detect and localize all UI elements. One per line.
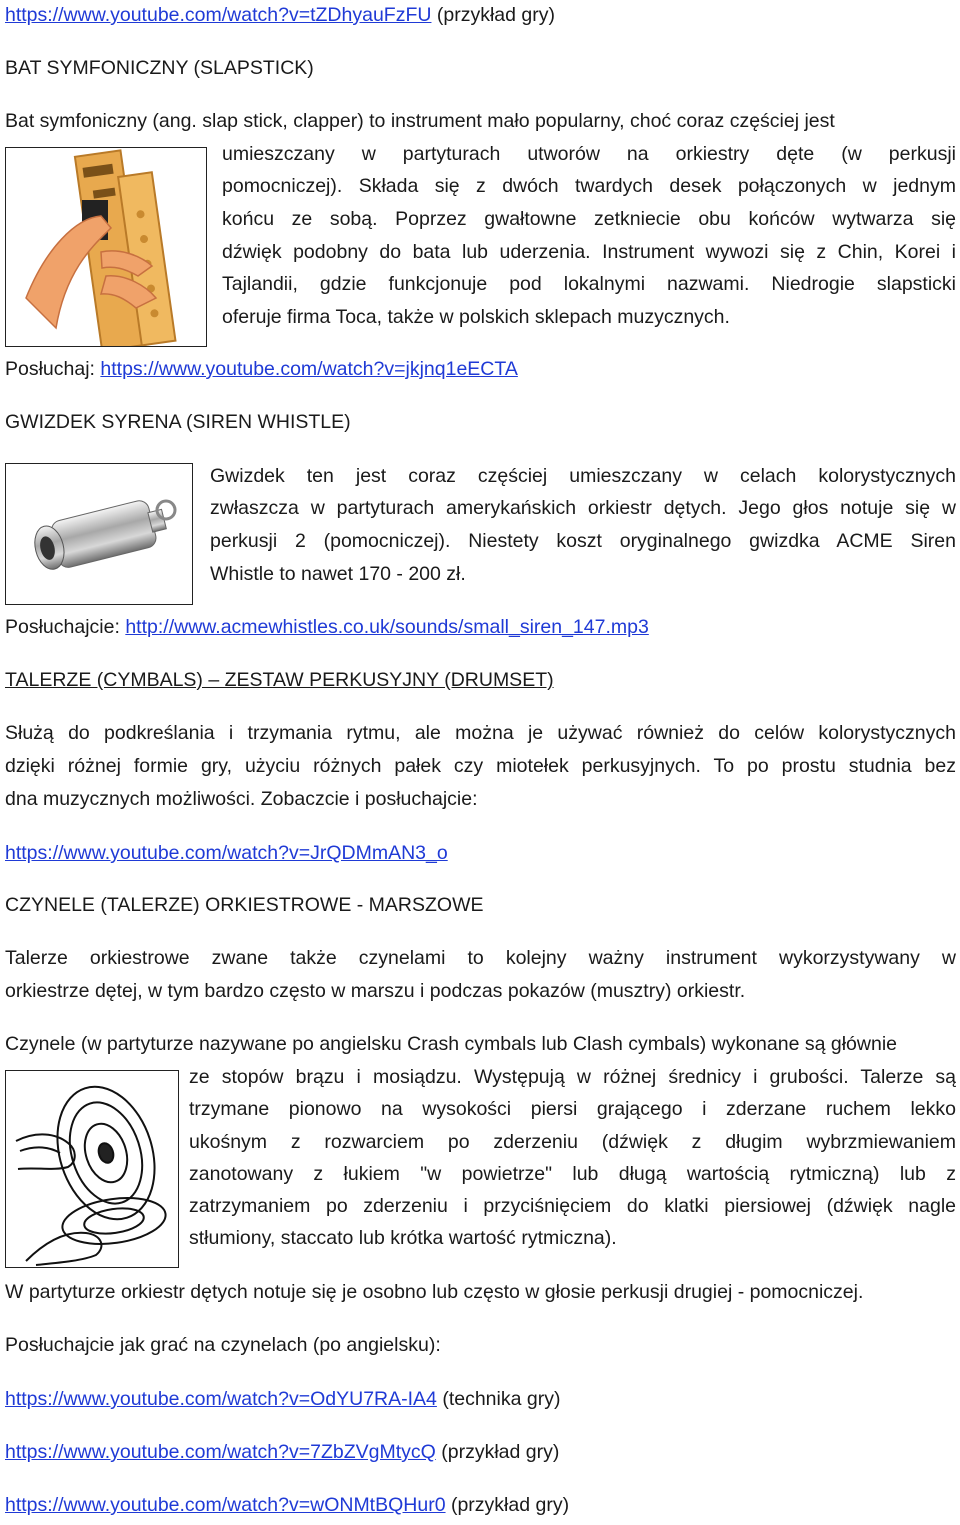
listen-line [5, 358, 518, 380]
paragraph-line: orkiestrze dętej, w tym bardzo często w marszu i podczas pokazów (musztry) orkiestr. [5, 980, 746, 1002]
paragraph-line: umieszczany w partyturach utworów na orkiestry dęte (w perkusji [222, 143, 956, 165]
youtube-link[interactable]: https://www.youtube.com/watch?v=tZDhyauFzFU [5, 4, 432, 26]
paragraph-line: perkusji 2 (pomocniczej). Niestety koszt oryginalnego gwizdka ACME Siren [210, 530, 956, 552]
section-heading: CZYNELE (TALERZE) ORKIESTROWE - MARSZOWE [5, 894, 484, 916]
paragraph-line: Talerze orkiestrowe zwane także czynelami to kolejny ważny instrument wykorzystywany w [5, 947, 956, 969]
listen-label: Posłuchaj: [5, 358, 101, 380]
cymbals-icon [6, 1071, 178, 1267]
paragraph-line: Whistle to nawet 170 - 200 zł. [210, 563, 466, 585]
paragraph-line: końcu ze sobą. Poprzez gwałtowne zetkniecie obu końców wytwarza się [222, 208, 956, 230]
paragraph-line: trzymane pionowo na wysokości piersi grającego i zderzane ruchem lekko [189, 1098, 956, 1120]
paragraph-line: Gwizdek ten jest coraz częściej umieszczany w celach kolorystycznych [210, 465, 956, 487]
whistle-icon [6, 464, 192, 604]
paragraph-line: Bat symfoniczny (ang. slap stick, clapper) to instrument mało popularny, choć coraz częściej jest [5, 110, 835, 132]
crash-cymbals-image [5, 1070, 179, 1268]
link-note: (przykład gry) [435, 1441, 560, 1463]
link-line [5, 1494, 569, 1516]
paragraph-line: W partyturze orkiestr dętych notuje się je osobno lub często w głosie perkusji drugiej - pomocniczej. [5, 1281, 864, 1303]
link-line [5, 1388, 560, 1410]
paragraph-line: dźwięk podobny do bata lub uderzenia. Instrument wywozi się z Chin, Korei i [222, 241, 956, 263]
paragraph-line: Czynele (w partyturze nazywane po angielsku Crash cymbals lub Clash cymbals) wykonane są głównie [5, 1033, 897, 1055]
listen-line [5, 616, 649, 638]
link-note: (przykład gry) [431, 4, 555, 26]
paragraph-line: stłumiony, staccato lub krótka wartość rytmiczna). [189, 1227, 617, 1249]
slapstick-image [5, 147, 207, 347]
section-heading: TALERZE (CYMBALS) – ZESTAW PERKUSYJNY (DRUMSET) [5, 669, 554, 691]
listen-label: Posłuchajcie: [5, 616, 126, 638]
siren-whistle-image [5, 463, 193, 605]
paragraph-line: zwłaszcza w partyturach amerykańskich orkiestr dętych. Jego głos notuje się w [210, 497, 956, 519]
paragraph-line: ze stopów brązu i mosiądzu. Występują w różnej średnicy i grubości. Talerze są [189, 1066, 956, 1088]
paragraph-line: Służą do podkreślania i trzymania rytmu, ale można je używać również do celów kolorystycznych [5, 722, 956, 744]
paragraph-line: dzięki różnej formie gry, użyciu różnych pałek czy miotełek perkusyjnych. To po prostu studnia bez [5, 755, 956, 777]
link-note: (przykład gry) [445, 1494, 570, 1516]
paragraph-line: oferuje firma Toca, także w polskich sklepach muzycznych. [222, 306, 730, 328]
paragraph-line: pomocniczej). Składa się z dwóch twardych desek połączonych w jednym [222, 175, 956, 197]
acme-sound-link[interactable]: http://www.acmewhistles.co.uk/sounds/small_siren_147.mp3 [125, 616, 649, 638]
youtube-link[interactable]: https://www.youtube.com/watch?v=7ZbZVgMtycQ [5, 1441, 436, 1463]
link-line [5, 842, 448, 864]
slapstick-icon [6, 148, 206, 346]
paragraph-line: Tajlandii, gdzie funkcjonuje pod lokalnymi nazwami. Niedrogie slapsticki [222, 273, 956, 295]
paragraph-line: dna muzycznych możliwości. Zobaczcie i posłuchajcie: [5, 788, 478, 810]
paragraph-line: zatrzymaniem po zderzeniu i przyciśnięciem do klatki piersiowej (dźwięk nagle [189, 1195, 956, 1217]
paragraph-line: Posłuchajcie jak grać na czynelach (po angielsku): [5, 1334, 441, 1356]
link-line [5, 1441, 559, 1463]
paragraph-line: zanotowany z łukiem "w powietrze" lub długą wartością rytmiczną) lub z [189, 1163, 956, 1185]
youtube-link[interactable]: https://www.youtube.com/watch?v=wONMtBQHur0 [5, 1494, 446, 1516]
paragraph-line: ukośnym z rozwarciem po zderzeniu (dźwięk z długim wybrzmiewaniem [189, 1131, 956, 1153]
intro-link-line [5, 4, 555, 26]
youtube-link[interactable]: https://www.youtube.com/watch?v=OdYU7RA-IA4 [5, 1388, 437, 1410]
section-heading: GWIZDEK SYRENA (SIREN WHISTLE) [5, 411, 351, 433]
youtube-link[interactable]: https://www.youtube.com/watch?v=JrQDMmAN3_o [5, 842, 448, 864]
youtube-link[interactable]: https://www.youtube.com/watch?v=jkjnq1eECTA [100, 358, 518, 380]
link-note: (technika gry) [436, 1388, 561, 1410]
section-heading: BAT SYMFONICZNY (SLAPSTICK) [5, 57, 314, 79]
